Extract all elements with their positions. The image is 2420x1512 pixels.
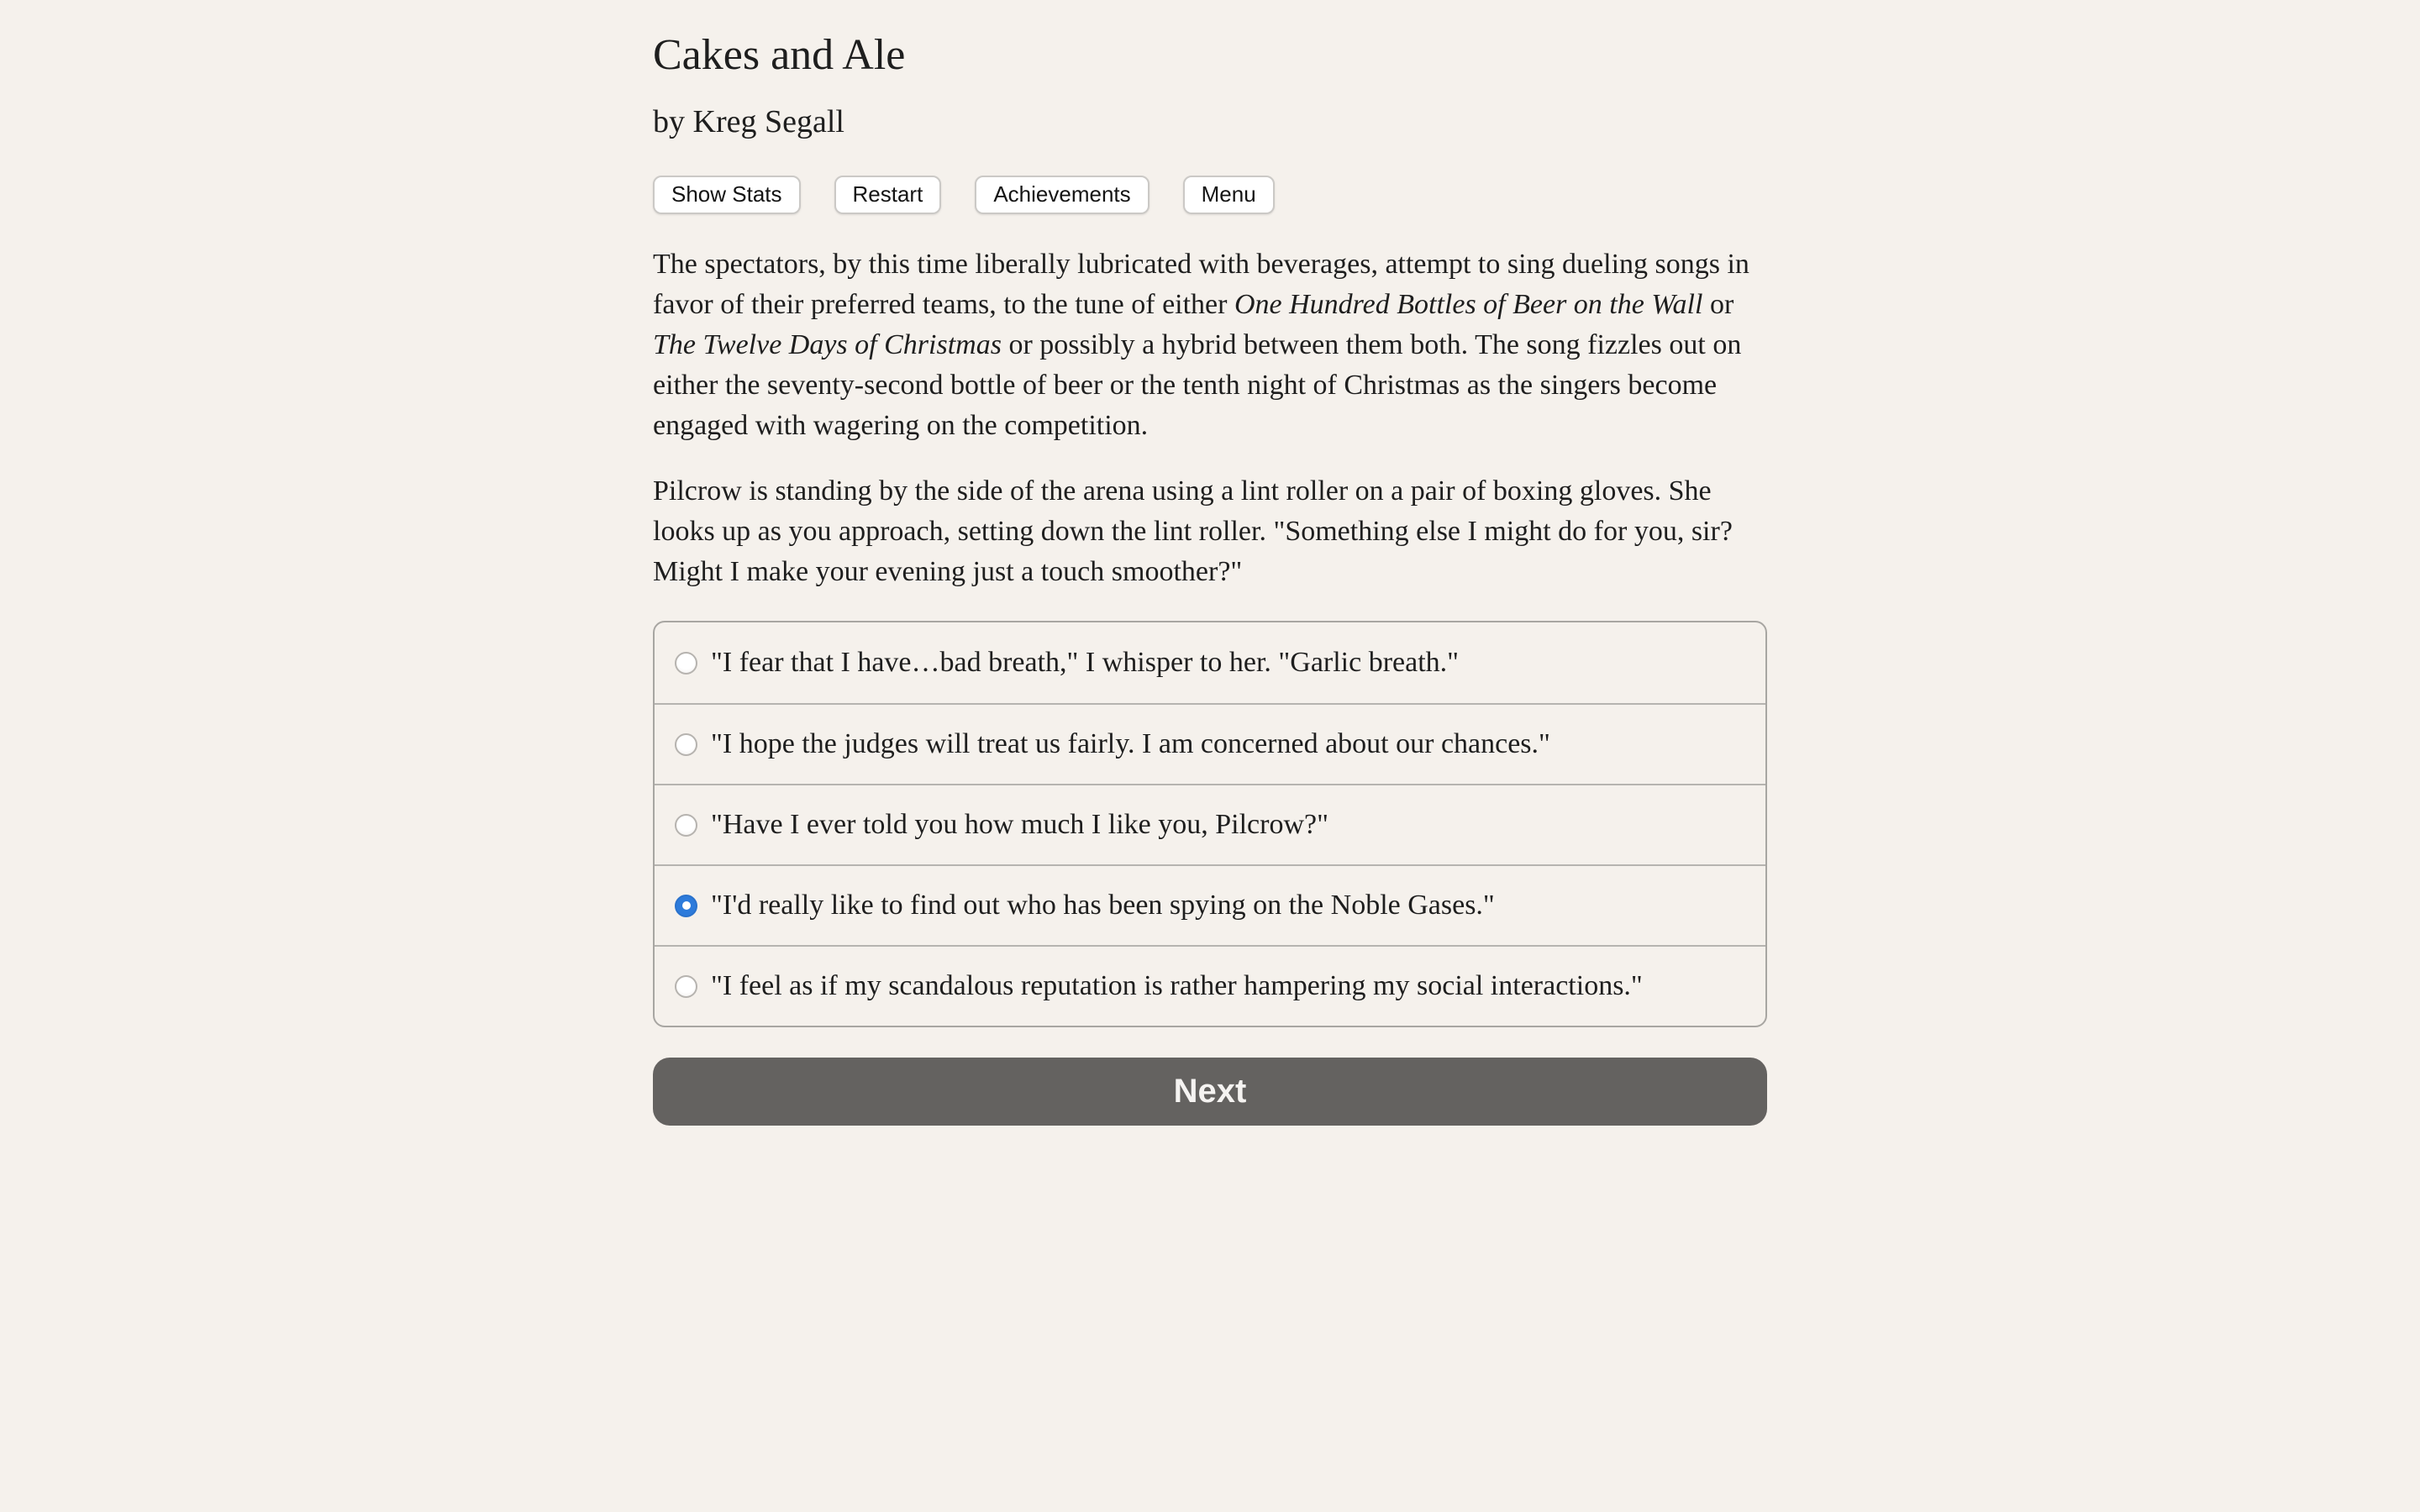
choice-option-3[interactable] (655, 784, 1765, 864)
next-button[interactable]: Next (653, 1058, 1767, 1126)
choice-label: "I hope the judges will treat us fairly. I am concerned about our chances." (711, 728, 1550, 760)
radio-unselected-icon[interactable] (675, 814, 697, 837)
story-text: The spectators, by this time liberally lubricated with beverages, attempt to sing dueling songs in favor of their preferred teams, to the tune of either (653, 249, 1749, 321)
choice-label: "Have I ever told you how much I like you, Pilcrow?" (711, 809, 1328, 841)
game-page (653, 0, 1767, 1126)
radio-selected-icon[interactable] (675, 895, 697, 917)
choice-label: "I'd really like to find out who has been spying on the Noble Gases." (711, 890, 1495, 921)
radio-unselected-icon[interactable] (675, 652, 697, 675)
radio-unselected-icon[interactable] (675, 733, 697, 756)
story-text-italic: The Twelve Days of Christmas (653, 329, 1002, 361)
achievements-button[interactable]: Achievements (975, 176, 1149, 214)
game-author: by Kreg Segall (653, 103, 844, 139)
show-stats-button[interactable]: Show Stats (653, 176, 801, 214)
story-paragraph (653, 471, 1767, 592)
story-text-italic: One Hundred Bottles of Beer on the Wall (1234, 289, 1703, 321)
toolbar (653, 176, 1767, 214)
choice-label: "I fear that I have…bad breath," I whisper to her. "Garlic breath." (711, 647, 1460, 679)
story-paragraph (653, 244, 1767, 446)
game-title: Cakes and Ale (653, 31, 906, 79)
choice-option-5[interactable] (655, 945, 1765, 1026)
choice-option-2[interactable] (655, 703, 1765, 784)
story-text: Pilcrow is standing by the side of the arena using a lint roller on a pair of boxing gloves. She looks up as you approach, setting down the lint roller. "Something else I might do for you, sir? Might I make your evening just a touch smoother?" (653, 475, 1733, 588)
restart-button[interactable]: Restart (834, 176, 942, 214)
choice-list (653, 621, 1767, 1027)
choice-option-1[interactable] (655, 622, 1765, 703)
story (653, 244, 1767, 592)
story-text: or possibly a hybrid between them both. The song fizzles out on either the seventy-second bottle of beer or the tenth night of Christmas as the singers become engaged with wagering on the competition. (653, 329, 1742, 442)
choice-option-4[interactable] (655, 864, 1765, 945)
choice-label: "I feel as if my scandalous reputation is rather hampering my social interactions." (711, 970, 1643, 1002)
menu-button[interactable]: Menu (1183, 176, 1275, 214)
story-text: or (1702, 289, 1734, 321)
radio-unselected-icon[interactable] (675, 975, 697, 998)
